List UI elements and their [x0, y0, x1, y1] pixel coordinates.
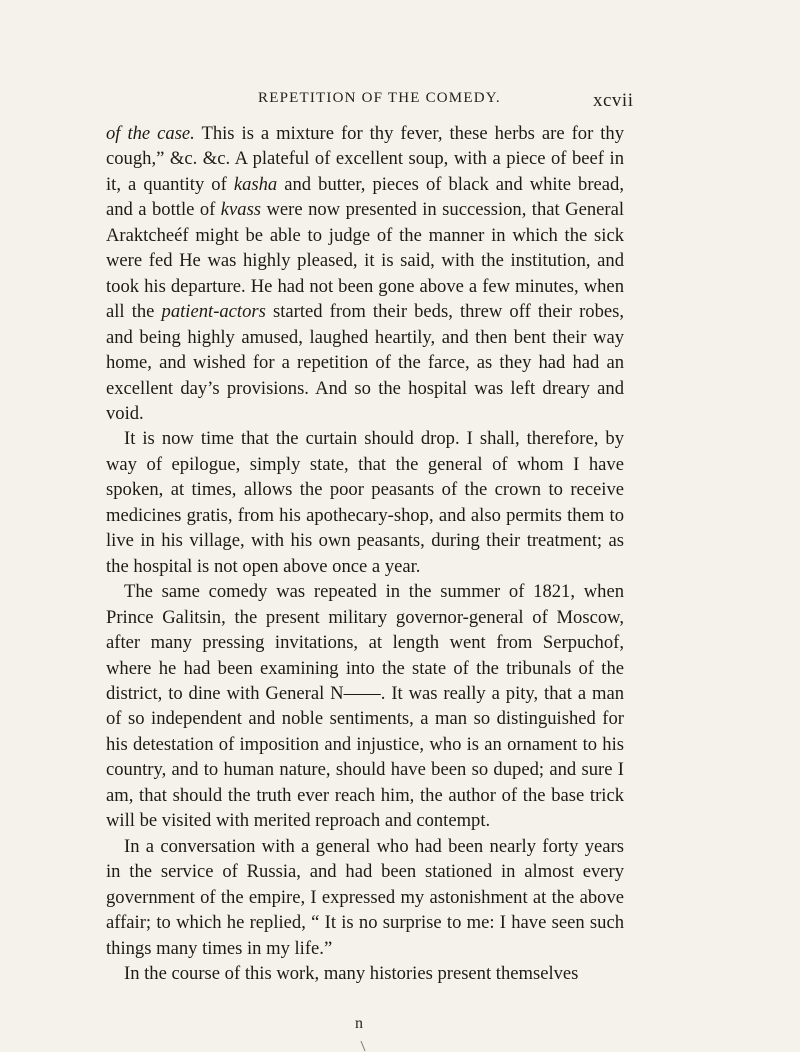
- paragraph-text: This is a mixture for thy fever, these herbs are for thy cough,” &c. &c. A plateful of excellent soup, with a piece of beef in it, a quantity of: [106, 123, 624, 195]
- paragraph: [106, 961, 624, 986]
- paragraph-text: were now presented in succession, that General Araktcheéf might be able to judge of the manner in which the sick were fed He was highly pleased, it is said, with the institution, and took his departure. He had not been gone above a few minutes, when all the: [106, 199, 624, 323]
- italic-term: of the case.: [106, 123, 195, 144]
- signature-mark: n: [355, 1015, 363, 1032]
- italic-term: patient-actors: [161, 301, 266, 323]
- page-number: xcvii: [593, 90, 634, 111]
- paragraph-text: In the course of this work, many histories present themselves: [124, 962, 579, 984]
- stray-ink-mark: [360, 1040, 366, 1052]
- paragraph-text: In a conversation with a general who had been nearly forty years in the service of Russia, and had been stationed in almost every government of the empire, I expressed my astonishment at the above affair; to which he replied, “ It is no surprise to me: I have seen such things many times in my life.”: [106, 835, 624, 959]
- page-header: [0, 90, 800, 114]
- paragraph-text: It is now time that the curtain should drop. I shall, therefore, by way of epilogue, simply state, that the general of whom I have spoken, at times, allows the poor peasants of the crown to receive medicines gratis, from his apothecary-shop, and also permits them to live in his village, with his own peasants, during their treatment; as the hospital is not open above once a year.: [106, 428, 624, 577]
- paragraph-text: started from their beds, threw off their robes, and being highly amused, laughed heartily, and then bent their way home, and wished for a repetition of the farce, as they had had an excellent day’s provisions. And so the hospital was left dreary and void.: [106, 301, 624, 424]
- body-text: [106, 121, 624, 986]
- paragraph: [106, 579, 624, 834]
- paragraph: [106, 834, 624, 961]
- running-head: REPETITION OF THE COMEDY.: [258, 90, 501, 106]
- italic-term: kasha: [233, 173, 278, 195]
- paragraph: [106, 121, 624, 426]
- paragraph: [106, 426, 624, 579]
- paragraph-text: The same comedy was repeated in the summer of 1821, when Prince Galitsin, the present military governor-general of Moscow, after many pressing invitations, at length went from Serpuchof, where he had been examining into the state of the tribunals of the district, to dine with General N——. It was really a pity, that a man of so independent and noble sentiments, a man so distinguished for his detestation of imposition and injustice, who is an ornament to his country, and to human nature, should have been so duped; and sure I am, that should the truth ever reach him, the author of the base trick will be visited with merited reproach and contempt.: [106, 581, 624, 832]
- paragraph-text: and butter, pieces of black and white bread, and a bottle of: [106, 173, 624, 221]
- italic-term: kvass: [220, 199, 262, 221]
